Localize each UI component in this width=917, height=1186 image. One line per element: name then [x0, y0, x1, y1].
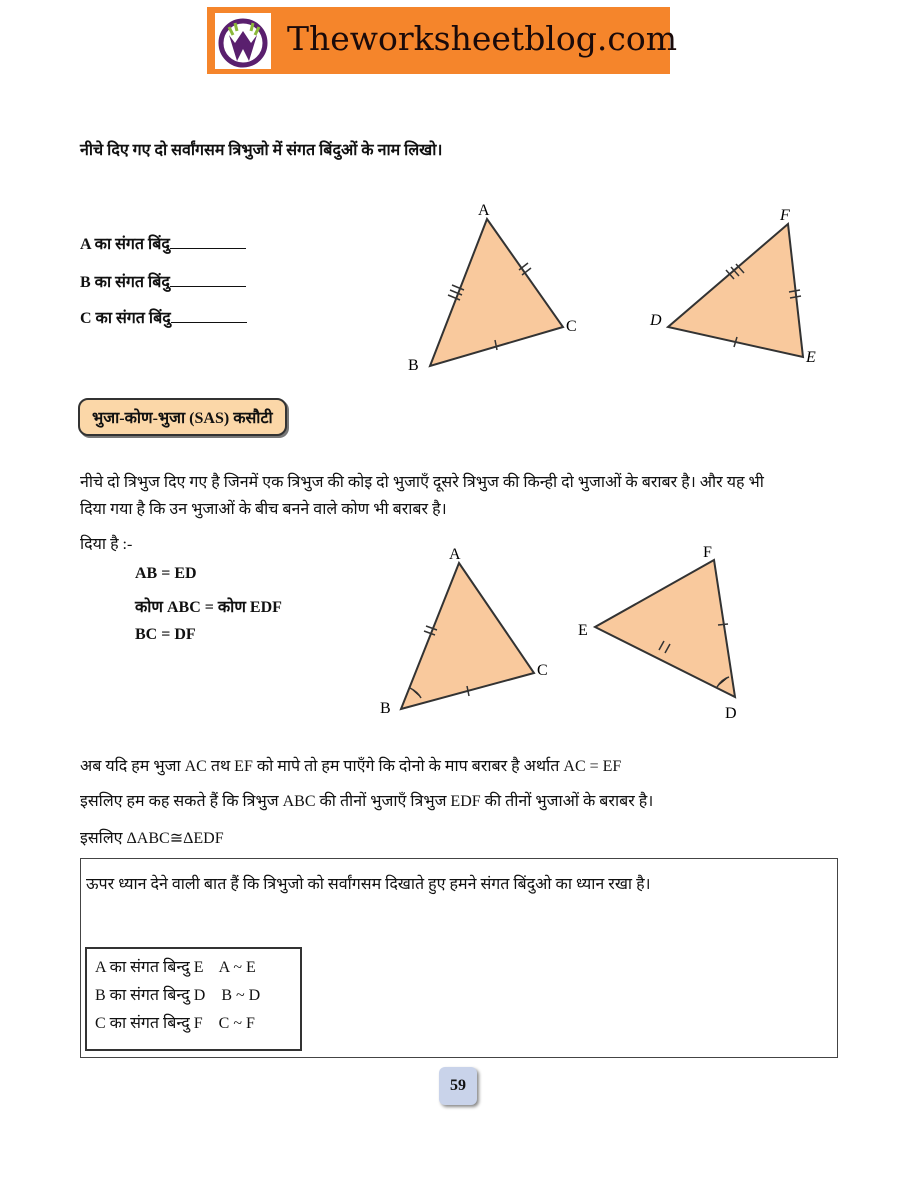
sas-heading: भुजा-कोण-भुजा (SAS) कसौटी — [78, 398, 287, 436]
logo-text: Theworksheetblog.com — [287, 19, 677, 58]
given-1: AB = ED — [135, 565, 197, 582]
q1-item-a: A का संगत बिंदु — [80, 232, 246, 254]
page-number: 59 — [439, 1067, 477, 1105]
q1-instruction: नीचे दिए गए दो सर्वांगसम त्रिभुजो में संगत बिंदुओं के नाम लिखो। — [80, 142, 443, 159]
q1-item-c: C का संगत बिंदु — [80, 306, 247, 328]
vertex-label: D — [650, 312, 662, 329]
note-text: ऊपर ध्यान देने वाली बात हैं कि त्रिभुजो को सर्वांगसम दिखाते हुए हमने संगत बिंदुओ का ध्यान रखा है। — [86, 876, 651, 893]
correspondence-row: B का संगत बिन्दु D B ~ D — [95, 987, 261, 1004]
vertex-label: E — [578, 622, 588, 639]
vertex-label: C — [537, 662, 548, 679]
given-2: कोण ABC = कोण EDF — [135, 599, 282, 616]
vertex-label: D — [725, 705, 737, 722]
q1-item-b: B का संगत बिंदु — [80, 270, 246, 292]
vertex-label: A — [449, 546, 461, 563]
vertex-label: B — [380, 700, 391, 717]
line-2: इसलिए हम कह सकते हैं कि त्रिभुज ABC की तीनों भुजाएँ त्रिभुज EDF की तीनों भुजाओं के बराबर है। — [80, 793, 654, 810]
given-label: दिया है :- — [80, 536, 133, 553]
vertex-label: C — [566, 318, 577, 335]
sas-para-1: नीचे दो त्रिभुज दिए गए है जिनमें एक त्रिभुज की कोइ दो भुजाएँ दूसरे त्रिभुज की किन्ही दो भुजाओं के बराबर है। और यह भी — [80, 474, 764, 491]
triangle-edf-2 — [595, 560, 735, 697]
correspondence-row: A का संगत बिन्दु E A ~ E — [95, 959, 256, 976]
given-3: BC = DF — [135, 626, 196, 643]
triangle-def-1 — [668, 224, 803, 357]
sas-para-2: दिया गया है कि उन भुजाओं के बीच बनने वाले कोण भी बराबर है। — [80, 501, 447, 518]
line-1: अब यदि हम भुजा AC तथ EF को मापे तो हम पाएँगे कि दोनो के माप बराबर है अर्थात AC = EF — [80, 758, 622, 775]
vertex-label: A — [478, 202, 490, 219]
vertex-label: F — [780, 207, 790, 224]
vertex-label: E — [806, 349, 816, 366]
vertex-label: B — [408, 357, 419, 374]
vertex-label: F — [703, 544, 712, 561]
correspondence-row: C का संगत बिन्दु F C ~ F — [95, 1015, 255, 1032]
conclusion: इसलिए ΔABC≅ΔEDF — [80, 830, 224, 847]
